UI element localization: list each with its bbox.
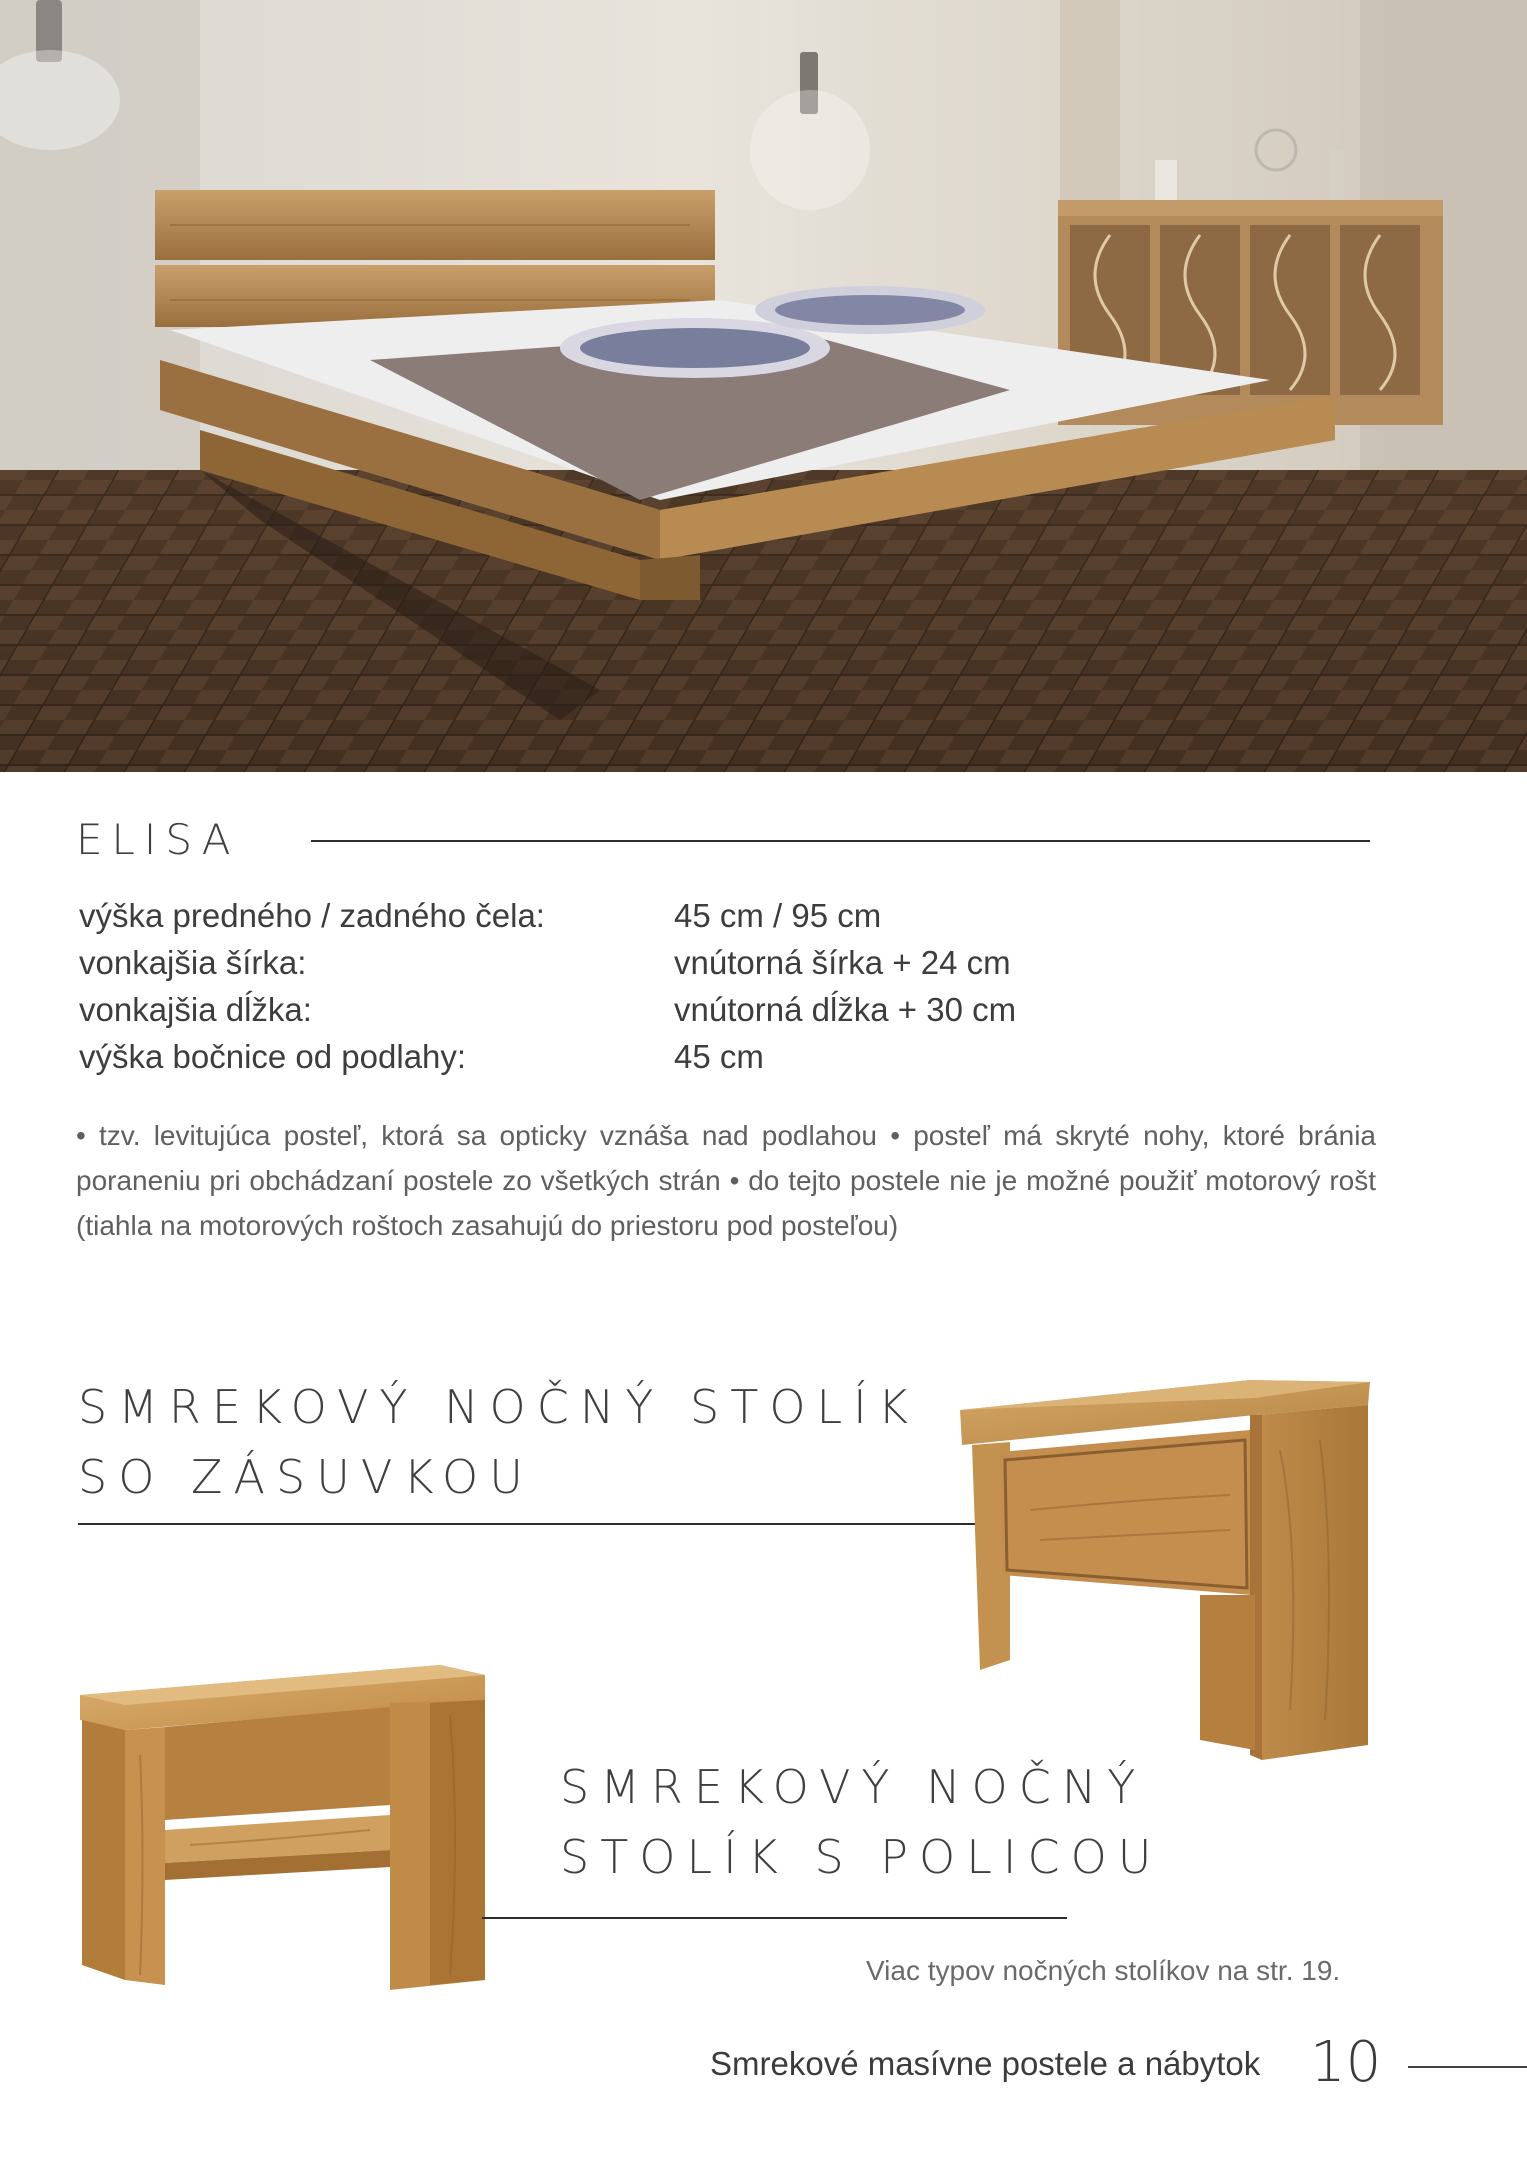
spec-row	[79, 944, 1079, 991]
hero-bed-photo	[0, 0, 1527, 772]
nightstand-shelf-photo	[30, 1605, 570, 2005]
spec-row	[79, 1038, 1079, 1085]
title-divider	[78, 1523, 996, 1525]
title-line: SMREKOVÝ NOČNÝ STOLÍK	[78, 1380, 919, 1434]
spec-label: vonkajšia šírka:	[79, 944, 307, 981]
spec-value: 45 cm	[674, 1038, 764, 1075]
section-title-elisa: ELISA	[76, 815, 240, 864]
page-number: 10	[1310, 2030, 1382, 2095]
spec-row	[79, 991, 1079, 1038]
title-line: SMREKOVÝ NOČNÝ	[560, 1760, 1147, 1814]
more-types-note: Viac typov nočných stolíkov na str. 19.	[866, 1955, 1341, 1986]
title-line: SO ZÁSUVKOU	[78, 1450, 534, 1504]
spec-value: 45 cm / 95 cm	[674, 897, 882, 934]
title-divider	[482, 1917, 1067, 1919]
spec-label: výška predného / zadného čela:	[79, 897, 545, 934]
nightstand-drawer-photo	[950, 1360, 1380, 1770]
spec-value: vnútorná šírka + 24 cm	[674, 944, 1011, 981]
footer-divider	[1408, 2066, 1527, 2068]
product-description: • tzv. levitujúca posteľ, ktorá sa opticky vznáša nad podlahou • posteľ má skryté nohy, ktoré bránia poraneniu pri obchádzaní postele zo všetkých strán • do tejto postele nie je možné použiť motorový rošt (tiahla na motorových roštoch zasahujú do priestoru pod posteľou)	[76, 1120, 1376, 1241]
spec-row	[79, 897, 1079, 944]
title-line: STOLÍK S POLICOU	[560, 1830, 1163, 1884]
section-title-nightstand-shelf	[560, 1752, 1162, 1892]
spec-value: vnútorná dĺžka + 30 cm	[674, 991, 1017, 1028]
section-title-nightstand-drawer	[78, 1372, 919, 1512]
spec-label: výška bočnice od podlahy:	[79, 1038, 467, 1075]
spec-label: vonkajšia dĺžka:	[79, 991, 312, 1028]
spec-table	[79, 897, 1079, 1085]
title-divider	[311, 840, 1370, 842]
footer-title: Smrekové masívne postele a nábytok	[710, 2045, 1261, 2082]
